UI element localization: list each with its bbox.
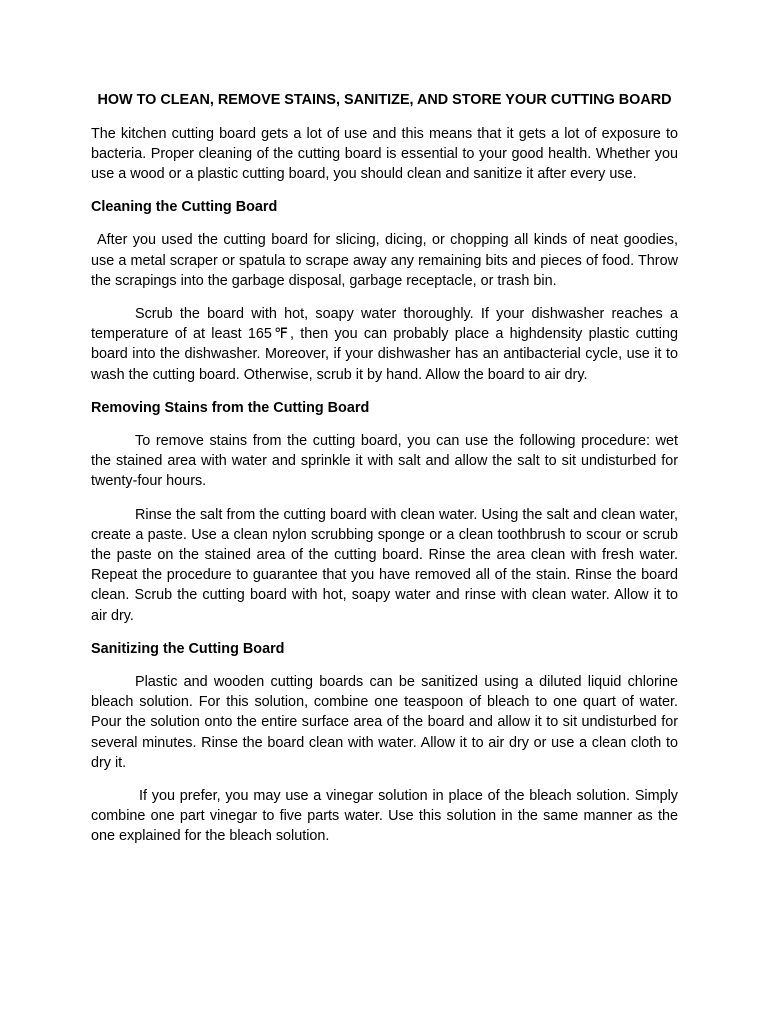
stains-paragraph-1: To remove stains from the cutting board, you can use the following procedure: wet the stained area with water and sprinkle it with salt and allow the salt to sit undisturbed for twenty-four hours. — [91, 432, 678, 490]
section-heading-cleaning: Cleaning the Cutting Board — [91, 199, 278, 216]
document-title: HOW TO CLEAN, REMOVE STAINS, SANITIZE, AND STORE YOUR CUTTING BOARD — [97, 92, 672, 108]
cleaning-paragraph-1: After you used the cutting board for slicing, dicing, or chopping all kinds of neat goodies, use a metal scraper or spatula to scrape away any remaining bits and pieces of food. Throw the scrapings into the garbage disposal, garbage receptacle, or trash bin. — [91, 232, 678, 289]
cleaning-paragraph-2: Scrub the board with hot, soapy water thoroughly. If your dishwasher reaches a temperature of at least 165℉, then you can probably place a highdensity plastic cutting board into the dishwasher. Moreover, if your dishwasher has an antibacterial cycle, use it to wash the cutting board. Otherwise, scrub it by hand. Allow the board to air dry. — [91, 305, 678, 383]
sanitizing-paragraph-2: If you prefer, you may use a vinegar solution in place of the bleach solution. Simply combine one part vinegar to five parts water. Use this solution in the same manner as the one explained for the bleach solution. — [91, 787, 678, 845]
intro-paragraph: The kitchen cutting board gets a lot of use and this means that it gets a lot of exposure to bacteria. Proper cleaning of the cutting board is essential to your good health. Whether you use a wood or a plastic cutting board, you should clean and sanitize it after every use. — [91, 125, 678, 182]
document-page — [91, 90, 678, 860]
section-heading-removing-stains: Removing Stains from the Cutting Board — [91, 399, 370, 416]
section-heading-sanitizing: Sanitizing the Cutting Board — [91, 640, 285, 657]
sanitizing-paragraph-1: Plastic and wooden cutting boards can be sanitized using a diluted liquid chlorine bleach solution. For this solution, combine one teaspoon of bleach to one quart of water. Pour the solution onto the entire surface area of the board and allow it to sit undisturbed for several minutes. Rinse the board clean with water. Allow it to air dry or use a clean cloth to dry it. — [91, 673, 678, 771]
stains-paragraph-2: Rinse the salt from the cutting board with clean water. Using the salt and clean water, create a paste. Use a clean nylon scrubbing sponge or a clean toothbrush to scour or scrub the paste on the stained area of the cutting board. Rinse the area clean with fresh water. Repeat the procedure to guarantee that you have removed all of the stain. Rinse the board clean. Scrub the cutting board with hot, soapy water and rinse with clean water. Allow it to air dry. — [91, 506, 678, 624]
